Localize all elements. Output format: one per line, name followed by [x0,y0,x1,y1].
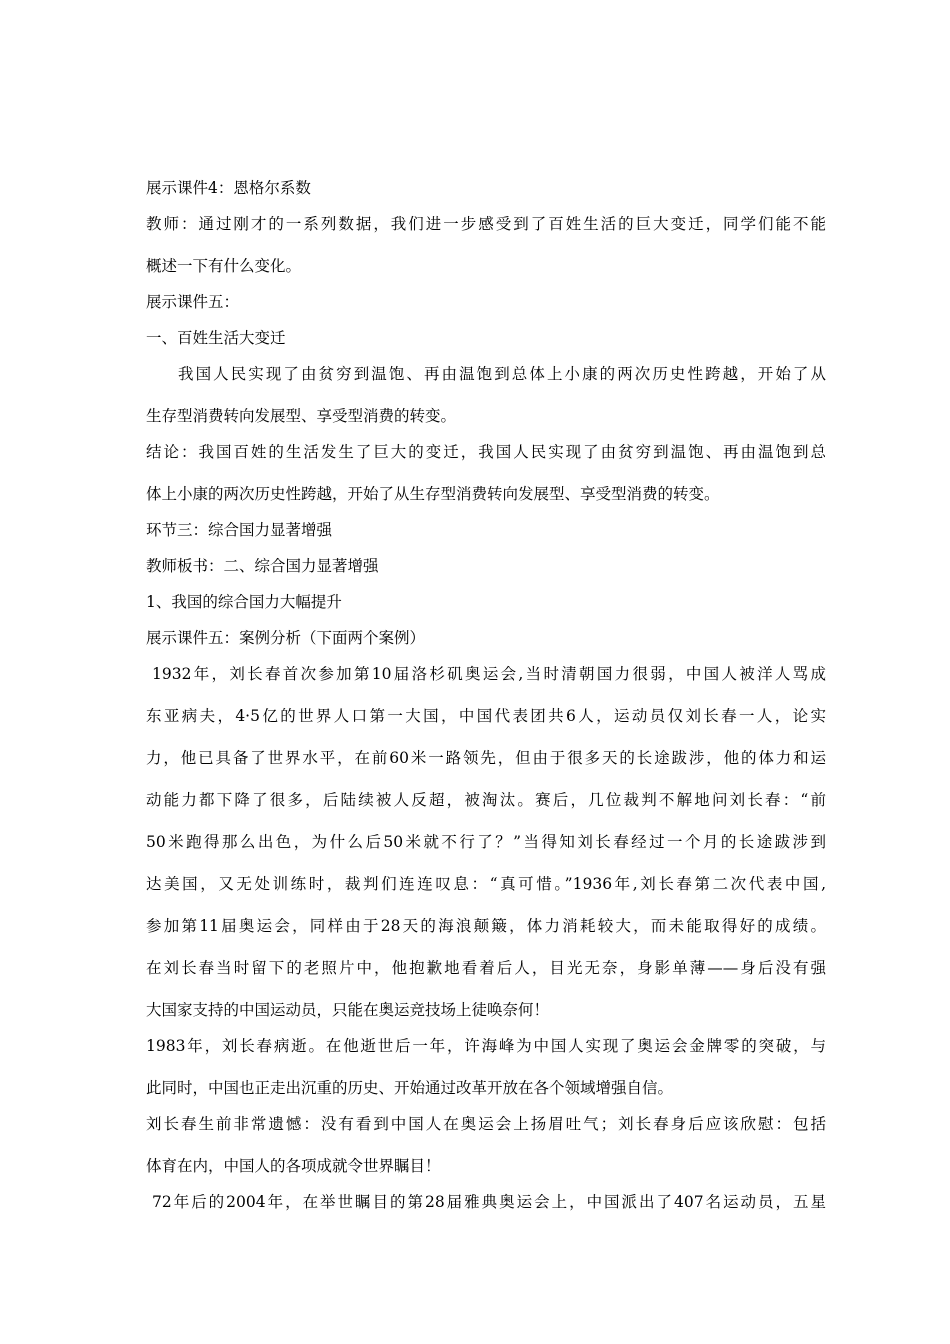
case-paragraph-line: 50米跑得那么出色，为什么后50米就不行了？”当得知刘长春经过一个月的长途跋涉到 [146,833,826,851]
section-heading-1: 一、百姓生活大变迁 [146,329,286,347]
case-paragraph-line: 达美国，又无处训练时，裁判们连连叹息：“真可惜。”1936年,刘长春第二次代表中国, [146,875,826,893]
case-paragraph-line: 刘长春生前非常遗憾：没有看到中国人在奥运会上扬眉吐气；刘长春身后应该欣慰：包括 [146,1115,826,1133]
case-paragraph-line: 在刘长春当时留下的老照片中，他抱歉地看着后人，目光无奈，身影单薄——身后没有强 [146,959,826,977]
subheading-1: 1、我国的综合国力大幅提升 [146,593,342,611]
case-analysis-heading: 展示课件五：案例分析（下面两个案例） [146,629,426,647]
case-paragraph-line: 动能力都下降了很多，后陆续被人反超，被淘汰。赛后，几位裁判不解地问刘长春：“前 [146,791,826,809]
case-paragraph-line: 72年后的2004年，在举世瞩目的第28届雅典奥运会上，中国派出了407名运动员，五星 [152,1193,826,1211]
case-paragraph-line: 此同时，中国也正走出沉重的历史、开始通过改革开放在各个领域增强自信。 [146,1079,674,1097]
case-paragraph-line: 参加第11届奥运会，同样由于28天的海浪颠簸，体力消耗较大，而未能取得好的成绩。 [146,917,826,935]
case-paragraph-line: 1983年，刘长春病逝。在他逝世后一年，许海峰为中国人实现了奥运会金牌零的突破，与 [146,1037,826,1055]
conclusion-line: 体上小康的两次历史性跨越，开始了从生存型消费转向发展型、享受型消费的转变。 [146,485,720,503]
courseware-5-heading: 展示课件五： [146,293,240,311]
case-paragraph-line: 东亚病夫，4·5亿的世界人口第一大国，中国代表团共6人，运动员仅刘长春一人，论实 [146,707,826,725]
case-paragraph-line: 大国家支持的中国运动员，只能在奥运竞技场上徒唤奈何！ [146,1001,550,1019]
paragraph-line: 我国人民实现了由贫穷到温饱、再由温饱到总体上小康的两次历史性跨越，开始了从 [178,365,826,383]
case-paragraph-line: 力，他已具备了世界水平，在前60米一路领先，但由于很多天的长途跋涉，他的体力和运 [146,749,826,767]
case-paragraph-line: 体育在内，中国人的各项成就令世界瞩目！ [146,1157,441,1175]
courseware-4-heading: 展示课件4：恩格尔系数 [146,179,311,197]
case-paragraph-line: 1932年，刘长春首次参加第10届洛杉矶奥运会,当时清朝国力很弱，中国人被洋人骂成 [152,665,826,683]
blackboard-heading: 教师板书：二、综合国力显著增强 [146,557,379,575]
section-heading-stage-3: 环节三：综合国力显著增强 [146,521,333,539]
paragraph-line: 教师：通过刚才的一系列数据，我们进一步感受到了百姓生活的巨大变迁，同学们能不能 [146,215,826,233]
conclusion-line: 结论：我国百姓的生活发生了巨大的变迁，我国人民实现了由贫穷到温饱、再由温饱到总 [146,443,826,461]
paragraph-line: 生存型消费转向发展型、享受型消费的转变。 [146,407,457,425]
paragraph-line: 概述一下有什么变化。 [146,257,302,275]
